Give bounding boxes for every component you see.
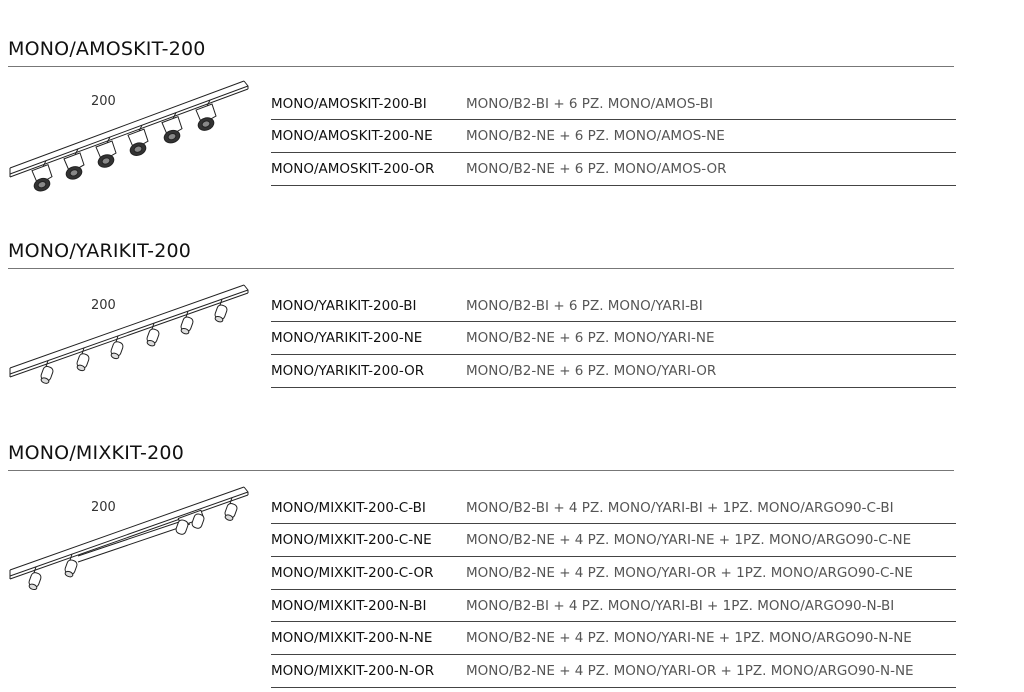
yari-spot-icon — [110, 336, 124, 360]
table-row — [271, 622, 956, 655]
product-code: MONO/AMOSKIT-200-OR — [271, 161, 435, 177]
product-description: MONO/B2-BI + 6 PZ. MONO/YARI-BI — [466, 298, 703, 314]
argo-spot-icon — [175, 510, 205, 535]
section-title: MONO/YARIKIT-200 — [8, 240, 192, 262]
mix-track-drawing — [6, 484, 256, 594]
track-length-label: 200 — [91, 298, 116, 313]
product-code: MONO/YARIKIT-200-NE — [271, 330, 423, 346]
table-row — [271, 655, 956, 688]
yari-spot-icon — [64, 554, 78, 578]
product-description: MONO/B2-NE + 4 PZ. MONO/YARI-OR + 1PZ. MONO/ARGO90-C-NE — [466, 565, 913, 581]
track-kit-illustration — [6, 78, 256, 198]
product-description: MONO/B2-NE + 4 PZ. MONO/YARI-NE + 1PZ. MONO/ARGO90-C-NE — [466, 532, 912, 548]
product-code: MONO/YARIKIT-200-BI — [271, 298, 417, 314]
product-code: MONO/AMOSKIT-200-NE — [271, 128, 433, 144]
product-description: MONO/B2-NE + 4 PZ. MONO/YARI-OR + 1PZ. MONO/ARGO90-N-NE — [466, 663, 914, 679]
table-row — [271, 524, 956, 557]
track-kit-illustration — [6, 282, 256, 392]
amos-track-drawing — [6, 78, 256, 198]
yari-track-drawing — [6, 282, 256, 392]
section-divider — [8, 470, 954, 471]
product-code: MONO/MIXKIT-200-N-NE — [271, 630, 433, 646]
product-description: MONO/B2-NE + 6 PZ. MONO/AMOS-NE — [466, 128, 725, 144]
product-description: MONO/B2-NE + 6 PZ. MONO/YARI-OR — [466, 363, 717, 379]
product-description: MONO/B2-BI + 4 PZ. MONO/YARI-BI + 1PZ. MONO/ARGO90-N-BI — [466, 598, 895, 614]
table-row — [271, 355, 956, 388]
yari-spot-icon — [28, 567, 42, 591]
product-table-yarikit — [271, 290, 956, 388]
table-row — [271, 153, 956, 186]
table-row — [271, 120, 956, 153]
product-code: MONO/MIXKIT-200-N-OR — [271, 663, 435, 679]
section-title: MONO/AMOSKIT-200 — [8, 38, 206, 60]
track-length-label: 200 — [91, 500, 116, 515]
product-code: MONO/MIXKIT-200-C-NE — [271, 532, 432, 548]
section-title: MONO/MIXKIT-200 — [8, 442, 184, 464]
section-divider — [8, 268, 954, 269]
table-row — [271, 557, 956, 590]
product-description: MONO/B2-NE + 6 PZ. MONO/YARI-NE — [466, 330, 715, 346]
track-kit-illustration — [6, 484, 256, 594]
yari-spot-icon — [180, 311, 194, 335]
section-divider — [8, 66, 954, 67]
product-description: MONO/B2-NE + 6 PZ. MONO/AMOS-OR — [466, 161, 727, 177]
track-length-label: 200 — [91, 94, 116, 109]
yari-spot-icon — [146, 323, 160, 347]
table-row — [271, 88, 956, 120]
table-row — [271, 590, 956, 622]
product-code: MONO/AMOSKIT-200-BI — [271, 96, 427, 112]
product-description: MONO/B2-BI + 6 PZ. MONO/AMOS-BI — [466, 96, 714, 112]
yari-spot-icon — [76, 348, 90, 372]
product-description: MONO/B2-BI + 4 PZ. MONO/YARI-BI + 1PZ. MONO/ARGO90-C-BI — [466, 500, 894, 516]
product-table-amoskit — [271, 88, 956, 186]
table-row — [271, 492, 956, 524]
product-code: MONO/MIXKIT-200-N-BI — [271, 598, 427, 614]
table-row — [271, 322, 956, 355]
product-code: MONO/YARIKIT-200-OR — [271, 363, 425, 379]
table-row — [271, 290, 956, 322]
product-code: MONO/MIXKIT-200-C-BI — [271, 500, 426, 516]
yari-spot-icon — [40, 361, 54, 385]
product-description: MONO/B2-NE + 4 PZ. MONO/YARI-NE + 1PZ. MONO/ARGO90-N-NE — [466, 630, 912, 646]
product-table-mixkit — [271, 492, 956, 688]
yari-spot-icon — [224, 498, 238, 522]
product-code: MONO/MIXKIT-200-C-OR — [271, 565, 434, 581]
yari-spot-icon — [214, 299, 228, 323]
